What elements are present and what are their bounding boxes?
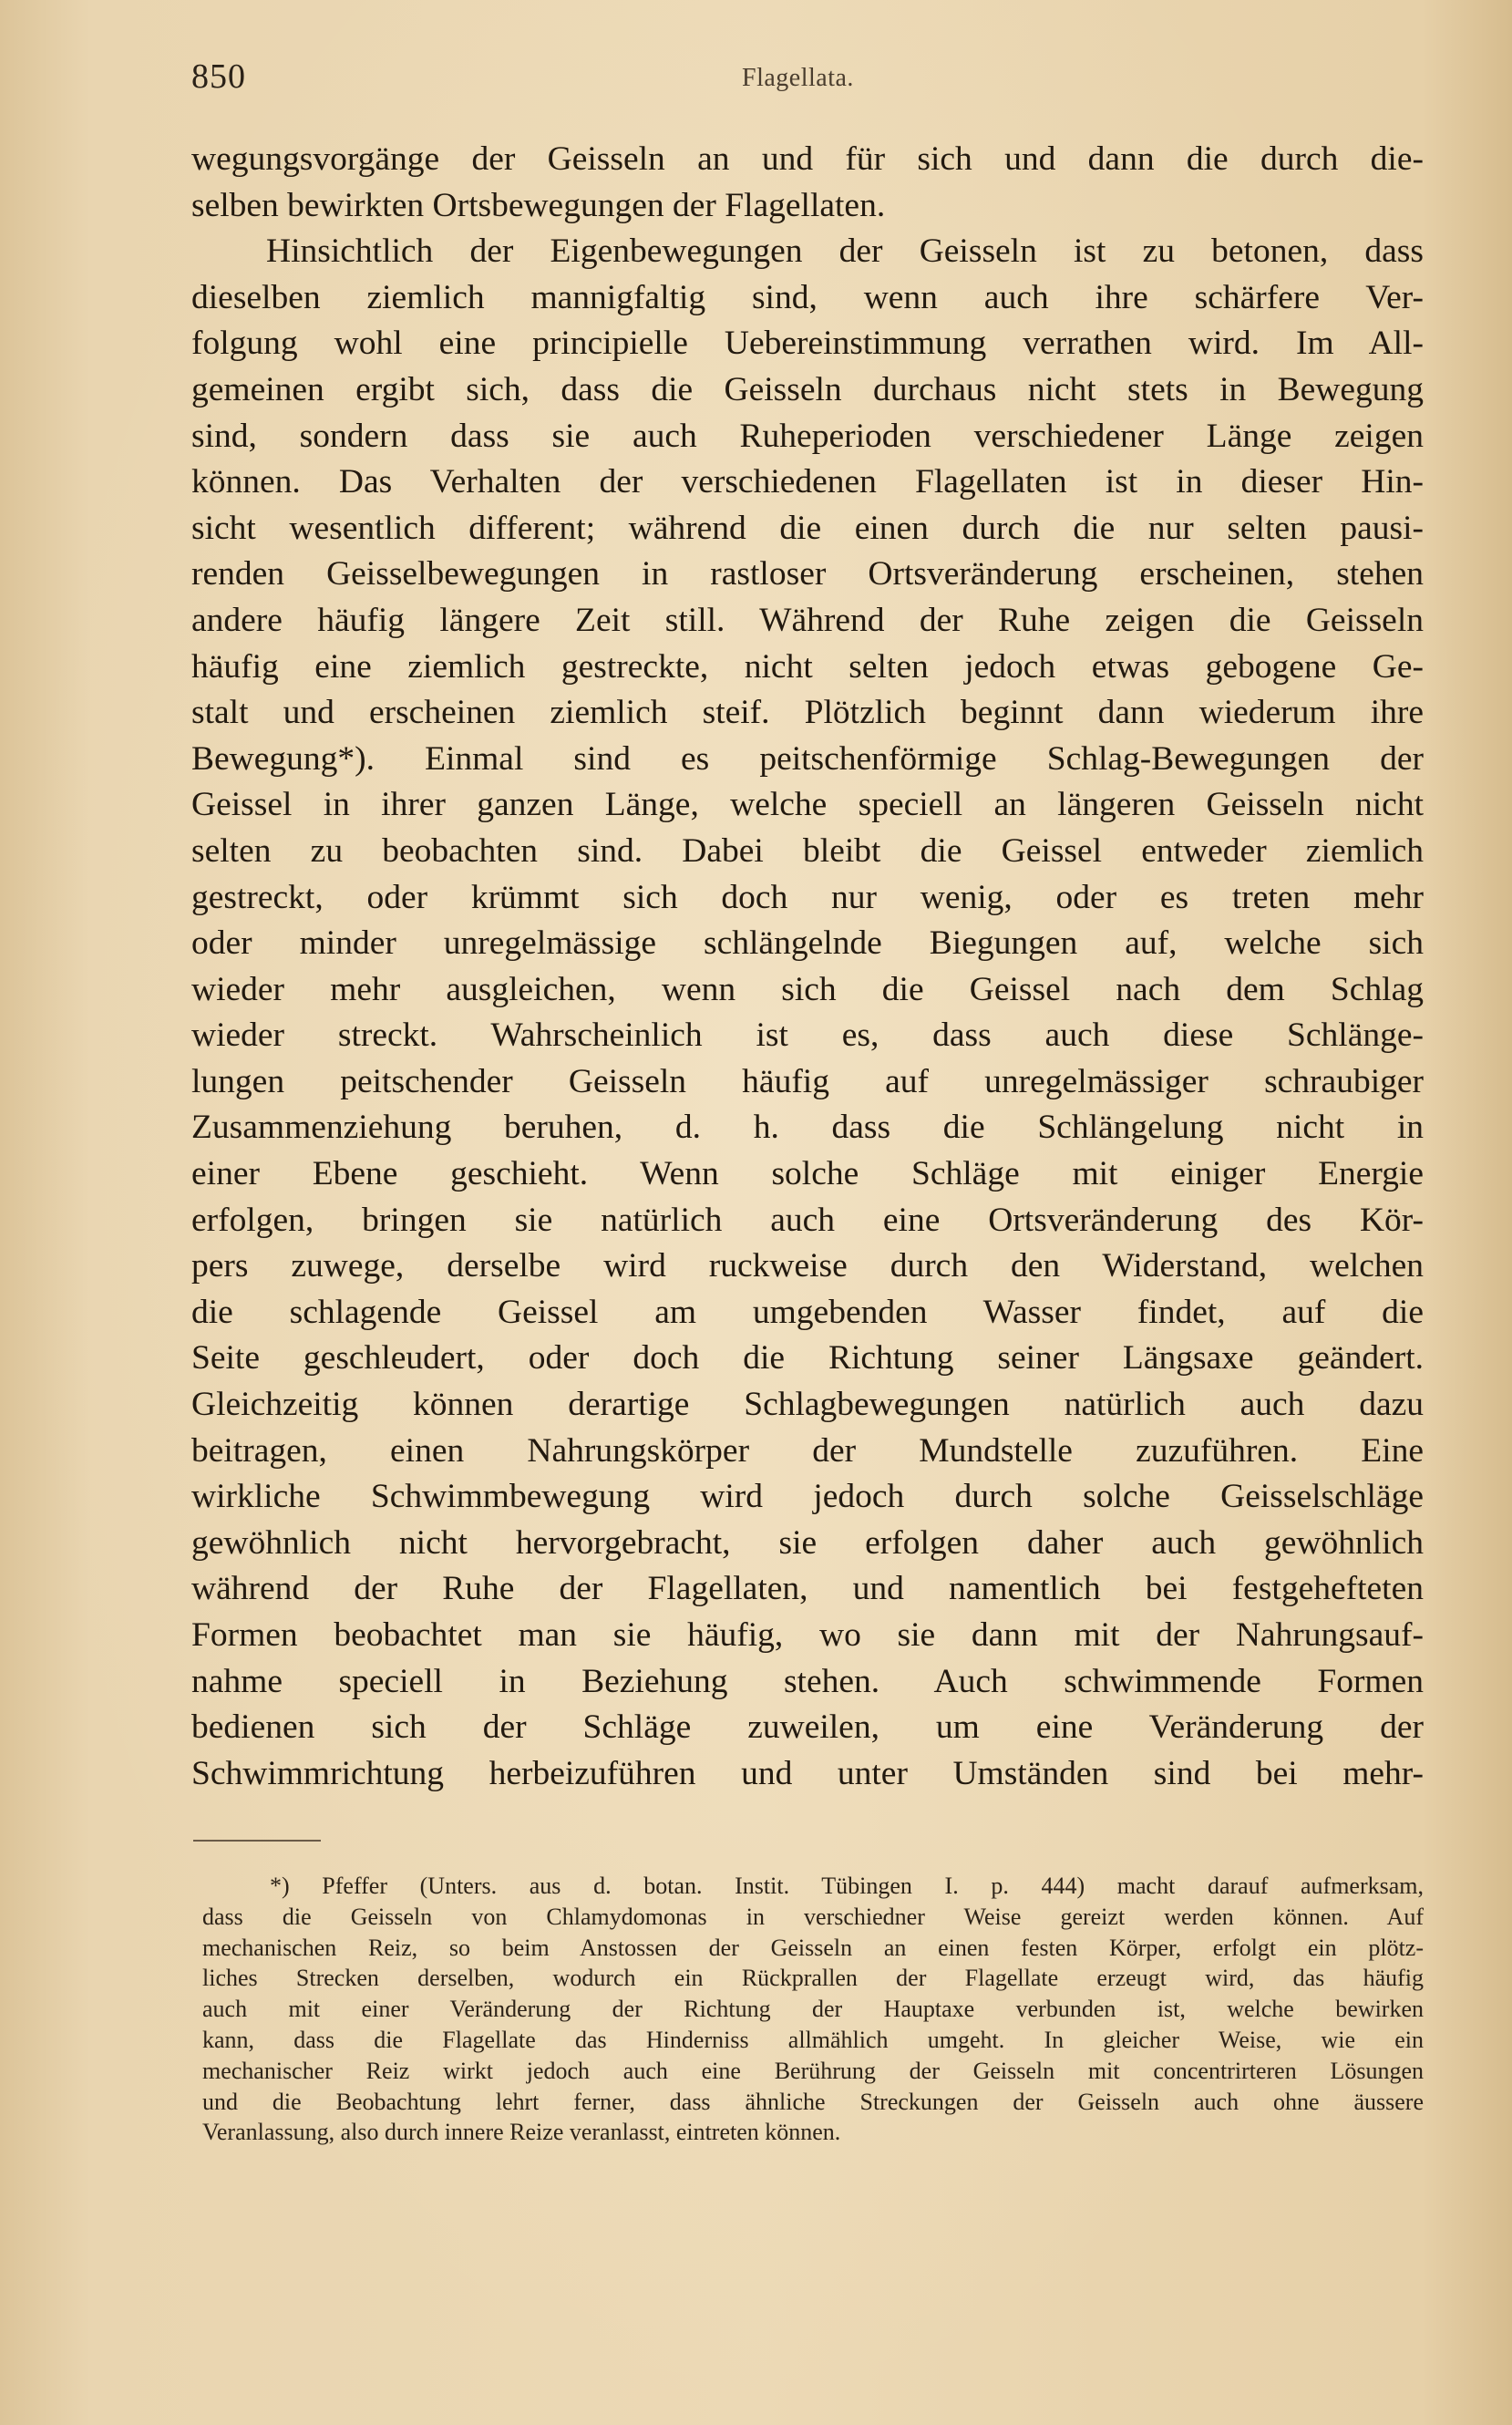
- text-line: nahme speciell in Beziehung stehen. Auch schwimmende Formen: [191, 1662, 1424, 1700]
- text-line: oder minder unregelmässige schlängelnde Biegungen auf, welche sich: [191, 924, 1424, 963]
- text-line: sicht wesentlich different; während die einen durch die nur selten pausi-: [191, 509, 1424, 547]
- text-line: gemeinen ergibt sich, dass die Geisseln durchaus nicht stets in Bewegung: [191, 370, 1424, 408]
- footnote-line: Veranlassung, also durch innere Reize veranlasst, eintreten können.: [202, 2119, 841, 2146]
- text-line: wegungsvorgänge der Geisseln an und für sich und dann die durch die-: [191, 140, 1424, 178]
- footnote: [202, 1871, 1424, 2148]
- text-line: gestreckt, oder krümmt sich doch nur wenig, oder es treten mehr: [191, 878, 1424, 916]
- text-line: können. Das Verhalten der verschiedenen Flagellaten ist in dieser Hin-: [191, 463, 1424, 501]
- main-text: [191, 137, 1424, 1797]
- text-line: andere häufig längere Zeit still. Während der Ruhe zeigen die Geisseln: [191, 601, 1424, 639]
- footnote-line: liches Strecken derselben, wodurch ein Rückprallen der Flagellate erzeugt wird, das häufig: [202, 1965, 1424, 1992]
- text-line: erfolgen, bringen sie natürlich auch eine Ortsveränderung des Kör-: [191, 1201, 1424, 1239]
- text-line: Geissel in ihrer ganzen Länge, welche speciell an längeren Geisseln nicht: [191, 786, 1424, 824]
- running-title: Flagellata.: [742, 64, 854, 92]
- text-line: Gleichzeitig können derartige Schlagbewegungen natürlich auch dazu: [191, 1386, 1424, 1424]
- text-line: häufig eine ziemlich gestreckte, nicht selten jedoch etwas gebogene Ge-: [191, 647, 1424, 686]
- text-line: Zusammenziehung beruhen, d. h. dass die Schlängelung nicht in: [191, 1109, 1424, 1147]
- text-line: selben bewirkten Ortsbewegungen der Flagellaten.: [191, 186, 886, 224]
- text-line: beitragen, einen Nahrungskörper der Mundstelle zuzuführen. Eine: [191, 1431, 1424, 1470]
- text-line: wirkliche Schwimmbewegung wird jedoch durch solche Geisselschläge: [191, 1478, 1424, 1516]
- text-line: Schwimmrichtung herbeizuführen und unter Umständen sind bei mehr-: [191, 1754, 1424, 1792]
- text-line: lungen peitschender Geisseln häufig auf unregelmässiger schraubiger: [191, 1062, 1424, 1100]
- text-line: während der Ruhe der Flagellaten, und namentlich bei festgehefteten: [191, 1570, 1424, 1608]
- footnote-line: *) Pfeffer (Unters. aus d. botan. Instit. Tübingen I. p. 444) macht darauf aufmerksam,: [270, 1873, 1424, 1899]
- text-line: pers zuwege, derselbe wird ruckweise durch den Widerstand, welchen: [191, 1247, 1424, 1285]
- text-line: gewöhnlich nicht hervorgebracht, sie erfolgen daher auch gewöhnlich: [191, 1523, 1424, 1562]
- text-line: Hinsichtlich der Eigenbewegungen der Geisseln ist zu betonen, dass: [266, 232, 1424, 271]
- footnote-line: dass die Geisseln von Chlamydomonas in verschiedner Weise gereizt werden können. Auf: [202, 1903, 1424, 1930]
- footnote-line: mechanischer Reiz wirkt jedoch auch eine Berührung der Geisseln mit concentrirteren Lösungen: [202, 2057, 1424, 2084]
- text-line: dieselben ziemlich mannigfaltig sind, wenn auch ihre schärfere Ver-: [191, 278, 1424, 316]
- text-line: die schlagende Geissel am umgebenden Wasser findet, auf die: [191, 1293, 1424, 1331]
- text-line: selten zu beobachten sind. Dabei bleibt die Geissel entweder ziemlich: [191, 831, 1424, 870]
- page-header: [191, 57, 1431, 111]
- text-line: wieder streckt. Wahrscheinlich ist es, dass auch diese Schlänge-: [191, 1016, 1424, 1055]
- page-number: 850: [191, 57, 246, 96]
- text-line: wieder mehr ausgleichen, wenn sich die Geissel nach dem Schlag: [191, 970, 1424, 1008]
- text-line: Bewegung*). Einmal sind es peitschenförmige Schlag-Bewegungen der: [191, 739, 1424, 778]
- text-line: Seite geschleudert, oder doch die Richtung seiner Längsaxe geändert.: [191, 1339, 1424, 1378]
- text-line: einer Ebene geschieht. Wenn solche Schläge mit einiger Energie: [191, 1155, 1424, 1193]
- text-line: sind, sondern dass sie auch Ruheperioden verschiedener Länge zeigen: [191, 417, 1424, 455]
- footnote-line: mechanischen Reiz, so beim Anstossen der Geisseln an einen festen Körper, erfolgt ein plötz-: [202, 1934, 1424, 1961]
- text-line: stalt und erscheinen ziemlich steif. Plötzlich beginnt dann wiederum ihre: [191, 694, 1424, 732]
- footnote-divider: [193, 1840, 321, 1842]
- text-line: folgung wohl eine principielle Uebereinstimmung verrathen wird. Im All-: [191, 325, 1424, 363]
- text-line: bedienen sich der Schläge zuweilen, um eine Veränderung der: [191, 1708, 1424, 1747]
- footnote-line: und die Beobachtung lehrt ferner, dass ähnliche Streckungen der Geisseln auch ohne äussere: [202, 2088, 1424, 2115]
- text-line: renden Geisselbewegungen in rastloser Ortsveränderung erscheinen, stehen: [191, 555, 1424, 593]
- text-line: Formen beobachtet man sie häufig, wo sie dann mit der Nahrungsauf-: [191, 1616, 1424, 1654]
- footnote-line: auch mit einer Veränderung der Richtung der Hauptaxe verbunden ist, welche bewirken: [202, 1996, 1424, 2023]
- footnote-line: kann, dass die Flagellate das Hinderniss allmählich umgeht. In gleicher Weise, wie ein: [202, 2026, 1424, 2053]
